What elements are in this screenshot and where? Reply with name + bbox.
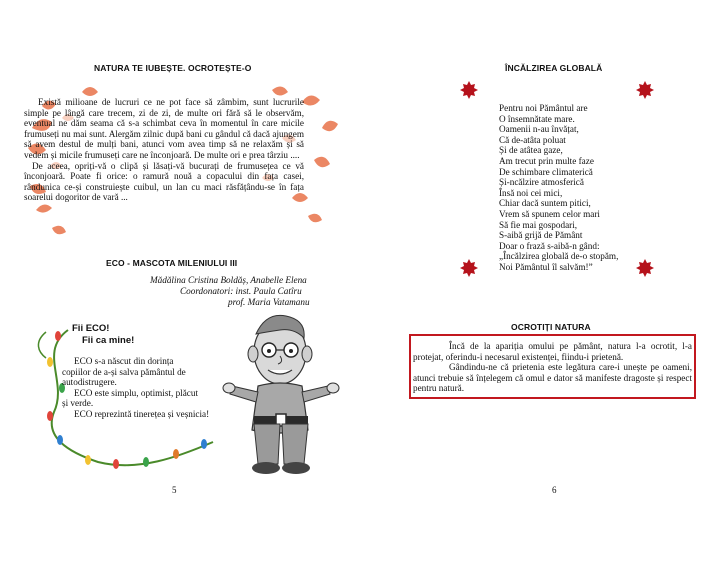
left-page-number: 5 <box>172 485 177 495</box>
ornament-icon-top-left <box>459 80 479 100</box>
eco-line-3: autodistrugere. <box>62 377 117 388</box>
poem-line: O însemnătate mare. <box>499 113 575 124</box>
eco-mascot-title: ECO - MASCOTA MILENIULUI III <box>106 258 238 268</box>
poem-line: Că de-atâta poluat <box>499 134 566 145</box>
left-article-body <box>24 97 304 203</box>
left-page-title: NATURA TE IUBEȘTE. OCROTEȘTE-O <box>94 63 252 73</box>
poem-line: Însă noi cei mici, <box>499 187 563 198</box>
article-paragraph-2: De aceea, opriți-vă o clipă și lăsați-vă bucurați de frumusețea ce vă înconjoară. Poate fi orice: o ramură nouă a copacului din fața casei, rândunica ce-și construiește cuibul, un lan cu maci răsfățându-se în fața soarelui dogoritor de vară ... <box>24 160 304 203</box>
ornament-icon-bottom-left <box>459 258 479 278</box>
poem-line: Chiar dacă suntem pitici, <box>499 198 591 209</box>
poem-line: Doar o frază s-aibă-n gând: <box>499 240 600 251</box>
poem-line: Pentru noi Pământul are <box>499 103 588 113</box>
teacher-line: prof. Maria Vatamanu <box>228 297 310 307</box>
eco-line-2: copiilor de a-și salva pământul de <box>62 366 186 377</box>
poem-line: Și-ncălzire atmosferică <box>499 177 584 188</box>
protect-nature-title: OCROTIȚI NATURA <box>511 322 591 332</box>
poem-line: Am trecut prin multe faze <box>499 155 594 166</box>
eco-line-6: ECO reprezintă tinerețea și veșnicia! <box>74 408 210 419</box>
protect-nature-box <box>409 334 696 399</box>
eco-description <box>62 356 242 420</box>
ornament-icon-bottom-right <box>635 258 655 278</box>
coordinators-line: Coordonatori: inst. Paula Catîru <box>180 286 302 296</box>
protect-paragraph-2: Gândindu-ne că prietenia este legătura care-i unește pe oameni, atunci trebuie să înțelegem că omul e dator să manifeste dragoste și respect pentru natură. <box>413 362 692 394</box>
poem-line: Oamenii n-au învățat, <box>499 124 579 135</box>
article-paragraph-1: Există milioane de lucruri ce ne pot face să zâmbim, sunt lucrurile simple pe lângă care trecem, zi de zi, de multe ori fără să le observăm, eventual ne dăm seama că s-a schimbat ceva în momentul în care micile frumuseți nu mai sunt. Alergăm zilnic după bani cu gândul că dacă ajungem să avem destul de mulți bani, atunci vom avea timp să ne relaxăm și să vedem și micile frumuseți care ne înconjoară. De multe ori e prea târziu .... <box>24 97 304 160</box>
poem-line: „Încălzirea globală de-o stopăm, <box>499 251 619 262</box>
fii-eco-heading: Fii ECO! <box>72 323 110 334</box>
eco-line-4: ECO este simplu, optimist, plăcut <box>74 387 199 398</box>
fii-ca-mine-heading: Fii ca mine! <box>82 335 135 346</box>
protect-paragraph-1: Încă de la apariția omului pe pământ, natura l-a ocrotit, l-a protejat, oferindu-i necesarul existenței, fiindu-i prietenă. <box>413 341 692 362</box>
global-warming-poem <box>499 103 618 273</box>
authors-line: Mădălina Cristina Boldăș, Anabelle Elena <box>150 275 307 285</box>
poem-line: Noi Pământul îl salvăm!” <box>499 261 593 272</box>
right-page-title: ÎNCĂLZIREA GLOBALĂ <box>505 63 603 73</box>
eco-line-1: ECO s-a născut din dorința <box>74 356 174 366</box>
poem-line: Și de atâtea gaze, <box>499 145 563 156</box>
right-page-number: 6 <box>552 485 557 495</box>
poem-line: De schimbare climaterică <box>499 166 593 177</box>
eco-line-5: și verde. <box>62 398 94 409</box>
poem-line: Vrem să spunem celor mari <box>499 208 600 219</box>
poem-line: S-aibă grijă de Pământ <box>499 230 583 241</box>
ornament-icon-top-right <box>635 80 655 100</box>
eco-mascot-illustration <box>222 312 340 482</box>
poem-line: Să fie mai gospodari, <box>499 219 578 230</box>
